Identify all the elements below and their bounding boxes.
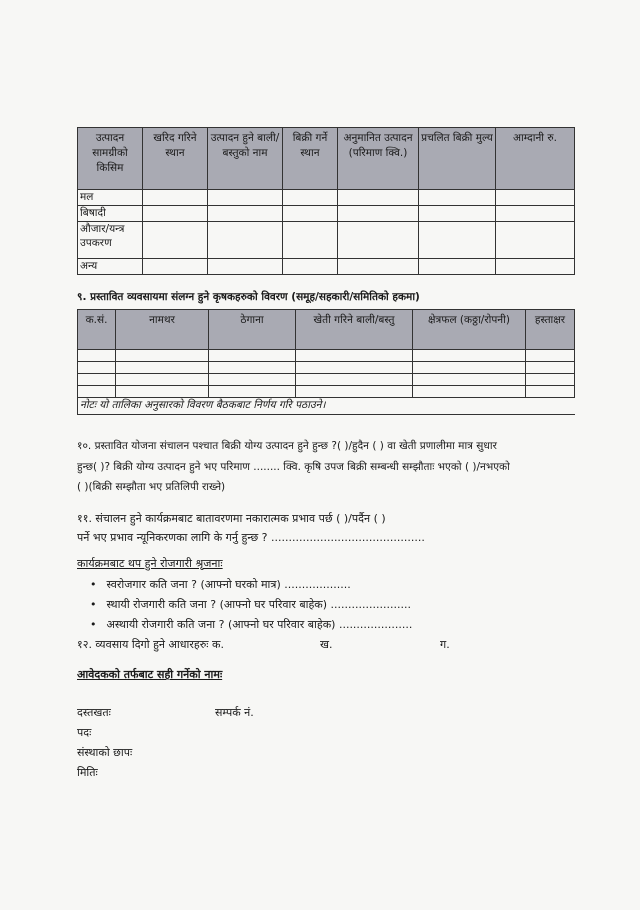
table-cell[interactable] [116,374,209,386]
table-cell[interactable] [143,222,208,259]
stamp-label: संस्थाको छापः [77,746,133,759]
table-cell[interactable] [116,386,209,398]
table-cell[interactable] [208,206,283,222]
column-header: खेती गरिने बाली/बस्तु [296,310,413,350]
table-cell[interactable] [283,222,338,259]
table-cell[interactable] [283,259,338,275]
table-cell[interactable] [419,259,496,275]
table-cell[interactable] [526,386,575,398]
table-cell[interactable] [209,362,296,374]
table-row [78,190,575,206]
table-cell[interactable] [338,222,419,259]
section-11-line-2: पर्ने भए प्रभाव न्यूनिकरणका लागि के गर्नु हुन्छ ? ............................................ [77,531,425,544]
post-label: पदः [77,726,92,739]
section-10-line-3: ( )(बिक्री सम्झौता भए प्रतिलिपी राख्ने) [77,481,226,493]
table-cell[interactable] [116,362,209,374]
column-header: आम्दानी रु. [496,128,575,190]
section-10-line-1: १०. प्रस्तावित योजना संचालन पश्चात बिक्री योग्य उत्पादन हुने हुन्छ ?( )/हुदैन ( ) वा खेती प्रणालीमा मात्र सुधार [77,440,497,452]
table-cell[interactable] [338,206,419,222]
column-header: बिक्री गर्ने स्थान [283,128,338,190]
column-header: खरिद गरिने स्थान [143,128,208,190]
column-header: उत्पादन हुने बाली/बस्तुको नाम [208,128,283,190]
section-12-line: १२. व्यवसाय दिगो हुने आधारहरुः क. [77,638,224,651]
table-cell[interactable] [419,222,496,259]
table-cell[interactable] [296,374,413,386]
date-label: मितिः [77,766,98,779]
employment-heading: कार्यक्रमबाट थप हुने रोजगारी श्रृजनाः [77,557,223,570]
table-cell[interactable] [413,386,526,398]
table-row [78,386,575,398]
table-cell[interactable] [116,350,209,362]
row-label: मल [78,190,143,206]
column-header: क्षेत्रफल (कठ्ठा/रोपनी) [413,310,526,350]
table-note-row [78,398,575,415]
table-row [78,222,575,259]
column-header: क.सं. [78,310,116,350]
table-cell[interactable] [419,190,496,206]
section-12-b: ख. [320,638,333,651]
table-cell[interactable] [209,386,296,398]
table-cell[interactable] [296,362,413,374]
table-cell[interactable] [78,374,116,386]
list-item: • स्वरोजगार कति जना ? (आफ्नो घरको मात्र) ................... [90,575,412,595]
table-cell[interactable] [419,206,496,222]
column-header: ठेगाना [209,310,296,350]
table-note: नोटः यो तालिका अनुसारको विवरण बैठकबाट निर्णय गरि पठाउने। [78,398,575,415]
column-header: उत्पादन सामग्रीको किसिम [78,128,143,190]
contact-label: सम्पर्क नं. [215,706,254,719]
row-label: बिषादी [78,206,143,222]
table-cell[interactable] [496,222,575,259]
table-cell[interactable] [209,374,296,386]
table-cell[interactable] [283,190,338,206]
row-label: औजार/यन्त्र उपकरण [78,222,143,259]
table-row [78,206,575,222]
section-11-line-1: ११. संचालन हुने कार्यक्रमबाट बातावरणमा नकारात्मक प्रभाव पर्छ ( )/पर्दैन ( ) [77,512,386,525]
table-cell[interactable] [338,190,419,206]
table-cell[interactable] [413,374,526,386]
production-materials-table [77,127,575,275]
table-cell[interactable] [526,362,575,374]
table-cell[interactable] [496,190,575,206]
table-cell[interactable] [526,374,575,386]
section-12-c: ग. [440,638,450,651]
table-cell[interactable] [413,362,526,374]
list-item: • अस्थायी रोजगारी कति जना ? (आफ्नो घर परिवार बाहेक) ..................... [90,615,412,635]
table-cell[interactable] [338,259,419,275]
section-10-line-2: हुन्छ( )? बिक्री योग्य उत्पादन हुने भए परिमाण ........ क्वि. कृषि उपज बिक्री सम्बन्धी सम्झौताः भएको ( )/नभएको [77,461,510,473]
table-cell[interactable] [143,190,208,206]
table-cell[interactable] [208,190,283,206]
column-header: नामथर [116,310,209,350]
farmers-table [77,309,575,415]
table-cell[interactable] [208,259,283,275]
row-label: अन्य [78,259,143,275]
signature-label: दस्तखतः [77,706,111,719]
signature-heading: आवेदकको तर्फबाट सही गर्नेको नामः [77,668,223,681]
table-cell[interactable] [296,386,413,398]
table-row [78,374,575,386]
table-cell[interactable] [78,350,116,362]
table-row [78,362,575,374]
column-header: अनुमानित उत्पादन (परिमाण क्वि.) [338,128,419,190]
column-header: प्रचलित बिक्री मुल्य [419,128,496,190]
table-cell[interactable] [283,206,338,222]
employment-list [90,575,412,635]
table-cell[interactable] [496,259,575,275]
table-header-row [78,128,575,190]
table-cell[interactable] [496,206,575,222]
table-cell[interactable] [526,350,575,362]
table-cell[interactable] [143,206,208,222]
table-row [78,350,575,362]
section-9-heading: ९. प्रस्तावित व्यवसायमा संलग्न हुने कृषकहरुको विवरण (समूह/सहकारी/समितिको हकमा) [77,291,420,303]
table-cell[interactable] [78,386,116,398]
table-cell[interactable] [78,362,116,374]
table-header-row [78,310,575,350]
table-cell[interactable] [208,222,283,259]
table-cell[interactable] [296,350,413,362]
table-cell[interactable] [143,259,208,275]
column-header: हस्ताक्षर [526,310,575,350]
table-cell[interactable] [413,350,526,362]
table-row [78,259,575,275]
table-cell[interactable] [209,350,296,362]
list-item: • स्थायी रोजगारी कति जना ? (आफ्नो घर परिवार बाहेक) ....................... [90,595,412,615]
